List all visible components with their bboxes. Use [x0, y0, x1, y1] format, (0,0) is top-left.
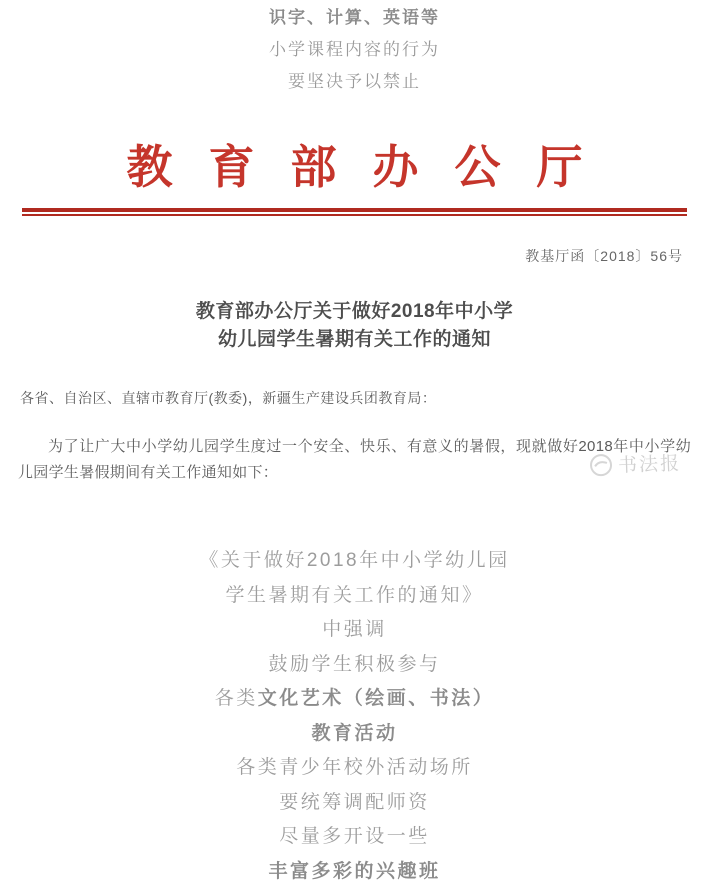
text-segment: 各类	[214, 688, 258, 709]
text-segment: 小学课程内容的行为	[269, 40, 440, 59]
letterhead-title: 教育部办公厅	[126, 142, 619, 193]
text-segment: 要统筹调配师资	[279, 791, 430, 813]
watermark-text: 书法报	[617, 453, 682, 477]
salutation: 各省、自治区、直辖市教育厅(教委)，新疆生产建设兵团教育局：	[20, 390, 437, 406]
text-line	[0, 579, 709, 614]
text-segment: 识字、计算、英语等	[269, 8, 440, 27]
text-line	[0, 717, 709, 752]
text-line	[0, 34, 709, 66]
official-document	[0, 138, 709, 486]
divider-thin-line	[22, 214, 687, 216]
text-segment: 要坚决予以禁止	[288, 72, 421, 91]
watermark	[588, 448, 682, 478]
text-segment: 丰富多彩的兴趣班	[268, 860, 441, 882]
text-line	[0, 682, 709, 717]
document-title-line2: 幼儿园学生暑期有关工作的通知	[217, 329, 491, 350]
text-segment: 学生暑期有关工作的通知》	[225, 584, 484, 606]
shufabao-logo-icon	[588, 451, 615, 478]
text-segment: 中强调	[322, 619, 387, 640]
highlight-lines	[0, 544, 709, 889]
text-line	[0, 786, 709, 821]
letterhead-divider	[22, 208, 687, 216]
text-segment: 《关于做好2018年中小学幼儿园	[199, 550, 510, 571]
text-line	[0, 66, 709, 98]
text-line	[0, 544, 709, 579]
text-segment: 各类青少年校外活动场所	[236, 757, 473, 778]
text-line	[0, 2, 709, 34]
text-segment: 鼓励学生积极参与	[268, 653, 441, 675]
text-line	[0, 751, 709, 786]
text-line	[0, 855, 709, 890]
document-body-paragraph: 为了让广大中小学幼儿园学生度过一个安全、快乐、有意义的暑假，现就做好2018年中小学幼儿园学生暑假期间有关工作通知如下：	[18, 438, 691, 481]
document-title-line1: 教育部办公厅关于做好2018年中小学	[195, 301, 514, 322]
document-title	[0, 298, 709, 354]
document-number: 教基厅函〔2018〕56号	[525, 248, 683, 264]
text-line	[0, 613, 709, 648]
text-segment: 尽量多开设一些	[279, 826, 430, 847]
text-line	[0, 648, 709, 683]
text-segment: 文化艺术（绘画、书法）	[257, 688, 495, 709]
intro-lines	[0, 0, 709, 98]
text-line	[0, 820, 709, 855]
text-segment: 教育活动	[311, 722, 398, 744]
